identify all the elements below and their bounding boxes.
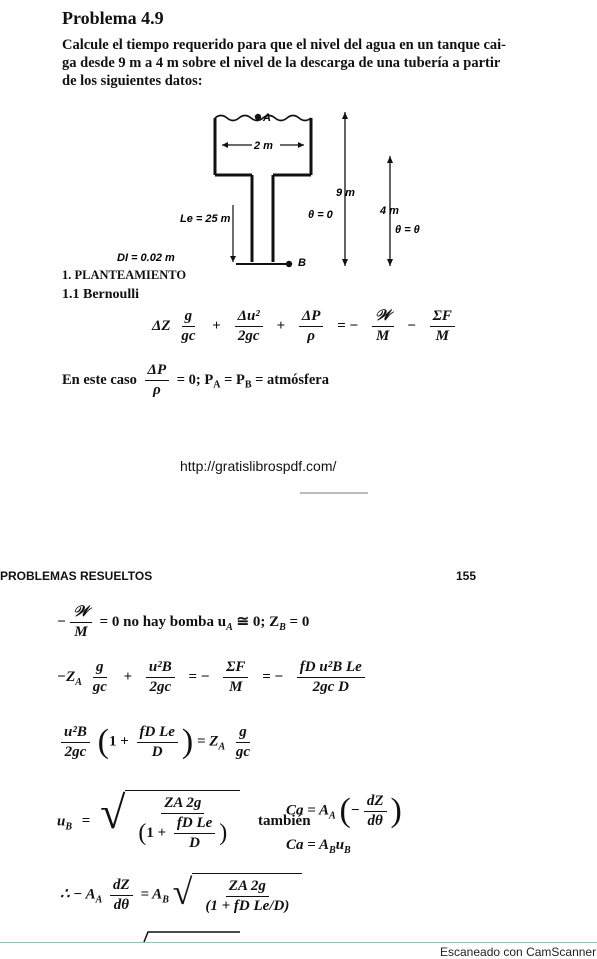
- point-b-dot: [286, 261, 292, 267]
- page-header: PROBLEMAS RESUELTOS: [0, 569, 153, 583]
- statement-line: Calcule el tiempo requerido para que el nivel del agua en un tanque cai-: [62, 37, 506, 53]
- equation-final: ∴ − $A_A$ $\frac{dZ}{d\theta}$ = $A_B$ √ $\frac{ZA 2g}{\text{(1 + fD Le/D)}}$: [60, 873, 302, 917]
- label-le: Le = 25 m: [180, 213, 231, 225]
- scanner-watermark: Escaneado con CamScanner: [440, 945, 597, 959]
- source-url: http://gratislibrospdf.com/: [180, 458, 337, 474]
- statement-line: ga desde 9 m a 4 m sobre el nivel de la descarga de una tubería a partir: [62, 55, 501, 71]
- problem-title: Problema 4.9: [62, 8, 164, 28]
- label-9m: 9 m: [336, 187, 355, 199]
- point-a-dot: [255, 114, 261, 120]
- equation-flow-a: $Ca = A_A$ (− $\frac{dZ}{d\theta}$ ): [286, 792, 402, 829]
- condition-line: En este caso $\frac{\Delta P}{\rho}$ = 0; $P_A = P_B$ = atmósfera: [62, 362, 329, 398]
- bernoulli-equation: ΔZ $\frac{g}{gc}$ + $\frac{\text{Δu²}}{2gc}$ + $\frac{\Delta P}{\rho}$ = − $\frac{\text{𝒲}}{M}$ − $\frac{\Sigma F}{M}$: [152, 308, 459, 345]
- cutoff-radical: [140, 930, 250, 942]
- statement-line: de los siguientes datos:: [62, 73, 203, 89]
- separator-line: [300, 492, 368, 494]
- equation-flow-b: $Ca = A_Bu_B$: [286, 837, 351, 856]
- equation-energy: $-Z_A$ $\frac{g}{gc}$ + $\frac{\text{u²B}}{2gc}$ = − $\frac{\Sigma F}{M}$ = − $\frac{\text{fD u²B Le}}{\text{2gc D}}$: [57, 659, 369, 696]
- tank-diagram: [0, 0, 597, 280]
- label-width: 2 m: [254, 140, 273, 152]
- equation-no-pump: − $\frac{\text{𝒲}}{M}$ = 0 no hay bomba $u_A$ ≅ 0; $Z_B = 0$: [57, 604, 310, 640]
- label-theta0: θ = 0: [308, 209, 333, 221]
- label-a: A: [263, 112, 271, 124]
- equation-rearranged: $\frac{\text{u²B}}{2gc}$ (1 + $\frac{\text{fD Le}}{D}$ ) = $Z_A$ $\frac{g}{gc}$: [57, 723, 257, 761]
- page-number: 155: [456, 569, 477, 583]
- label-b: B: [298, 257, 306, 269]
- equation-velocity: $u_B$ = √ ZA 2g (1 + $\frac{\text{fD Le}}{D}$ ) también: [57, 790, 311, 854]
- label-4m: 4 m: [380, 205, 399, 217]
- section-planteamiento: 1. PLANTEAMIENTO: [62, 268, 187, 282]
- label-di: DI = 0.02 m: [117, 252, 175, 264]
- section-bernoulli: 1.1 Bernoulli: [62, 287, 140, 302]
- footer-divider: [0, 942, 597, 943]
- label-theta: θ = θ: [395, 224, 420, 236]
